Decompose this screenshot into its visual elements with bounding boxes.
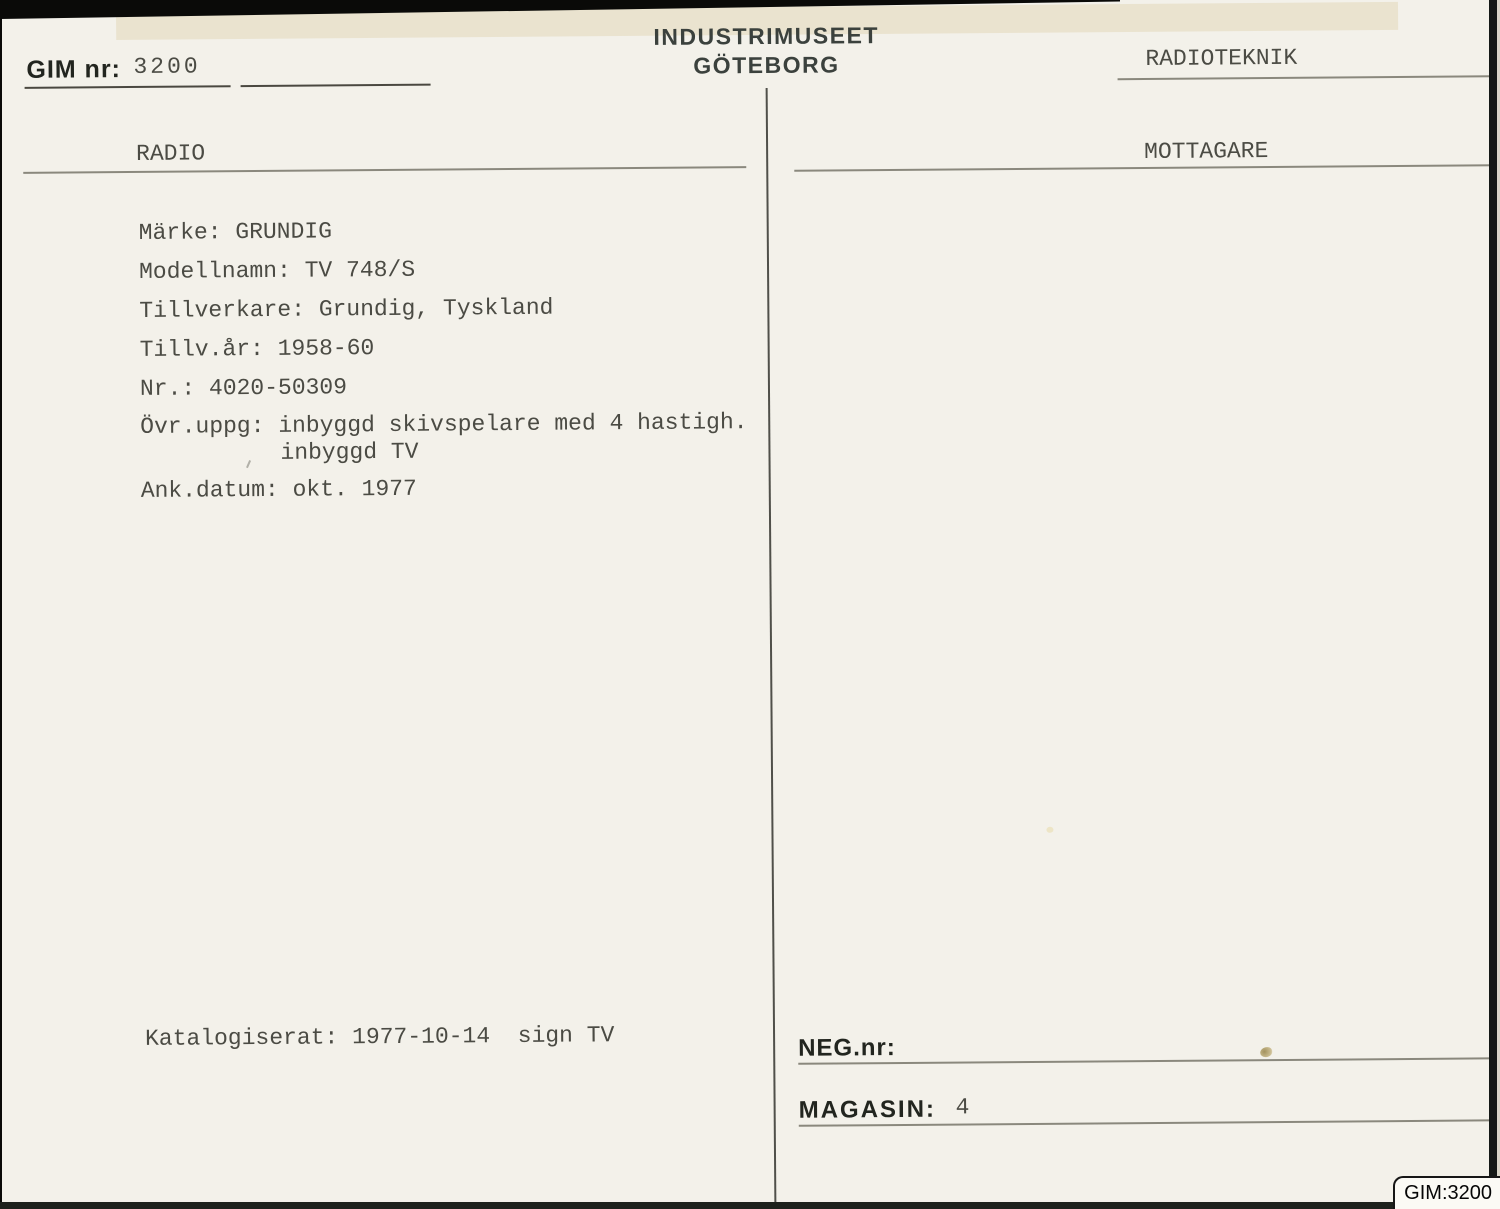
column-divider-line <box>766 88 777 1203</box>
category-underline <box>1118 75 1492 80</box>
gim-underline-right <box>241 84 431 87</box>
gim-underline-left <box>25 85 231 89</box>
digitization-id-tag: GIM:3200 <box>1393 1176 1500 1209</box>
magasin-label: MAGASIN: <box>798 1095 937 1124</box>
field-modellnamn: Modellnamn: TV 748/S <box>138 256 416 285</box>
institution-title <box>566 20 966 81</box>
scan-edge-bottom <box>0 1202 1500 1209</box>
scan-edge-right <box>1489 0 1497 1209</box>
field-nr: Nr.: 4020-50309 <box>139 374 348 402</box>
gim-number-label: GIM nr: <box>26 55 122 84</box>
institution-line1: INDUSTRIMUSEET <box>653 22 880 50</box>
category-heading: RADIOTEKNIK <box>1145 44 1298 73</box>
pen-mark <box>246 460 251 468</box>
field-tillv-ar: Tillv.år: 1958-60 <box>139 335 375 363</box>
field-ovr-uppg: Övr.uppg: inbyggd skivspelare med 4 hastigh. <box>140 409 748 440</box>
card-content <box>3 0 1500 1209</box>
paper-stain <box>1260 1047 1272 1057</box>
left-column-heading: RADIO <box>136 140 206 167</box>
right-column-heading: MOTTAGARE <box>1144 138 1269 166</box>
left-column-heading-rule <box>23 166 746 174</box>
magasin-value: 4 <box>955 1094 970 1121</box>
field-ank-datum: Ank.datum: okt. 1977 <box>140 475 417 504</box>
paper-stain-small <box>1046 827 1053 833</box>
institution-line2: GÖTEBORG <box>693 51 840 79</box>
field-tillverkare: Tillverkare: Grundig, Tyskland <box>139 294 554 324</box>
neg-number-line <box>798 1057 1500 1065</box>
neg-number-label: NEG.nr: <box>798 1034 896 1062</box>
cataloged-line: Katalogiserat: 1977-10-14 sign TV <box>144 1022 615 1052</box>
field-ovr-uppg-cont: inbyggd TV <box>280 438 419 466</box>
field-marke: Märke: GRUNDIG <box>138 218 333 246</box>
gim-number-value: 3200 <box>133 53 201 80</box>
